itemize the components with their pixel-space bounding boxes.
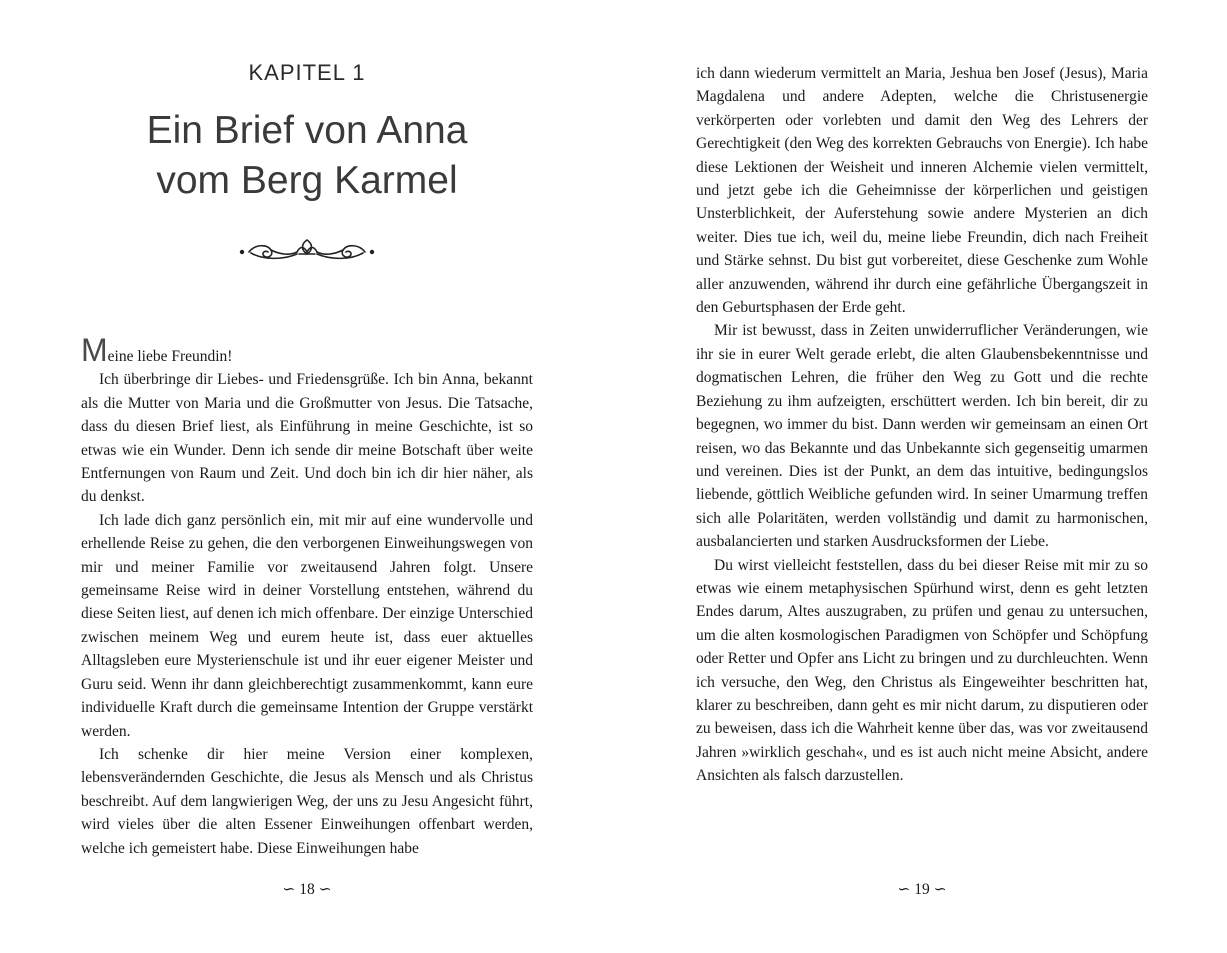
scroll-flourish-icon: [237, 232, 377, 266]
salutation: [81, 332, 533, 368]
chapter-title-line-1: Ein Brief von Anna: [146, 109, 468, 152]
page-number: ∽ 18 ∽: [282, 881, 332, 898]
paragraph: Ich überbringe dir Liebes- und Friedensgrüße. Ich bin Anna, bekannt als die Mutter von Maria und die Großmutter von Jesus. Die Tatsache, dass du diesen Brief liest, als Einführung in meine Geschichte, ist so etwas wie ein Wunder. Denn ich sende dir meine Botschaft über weite Entfernungen von Raum und Zeit. Und doch bin ich dir hier näher, als du denkst.: [81, 371, 533, 506]
left-body-text: [81, 332, 533, 860]
chapter-title-line-2: vom Berg Karmel: [156, 159, 458, 202]
drop-cap: M: [81, 332, 108, 368]
paragraph: Du wirst vielleicht feststellen, dass du bei dieser Reise mit mir zu so etwas wie einem metaphysischen Spürhund wirst, denn es geht letzten Endes darum, Altes auszugraben, zu prüfen und genau zu untersuchen, um die alten kosmologischen Paradigmen von Schöpfer und Schöpfung oder Retter und Opfer ans Licht zu bringen und zu durchleuchten. Wenn ich versuche, den Weg, den Christus als Eingeweihter beschritten hat, klarer zu beschreiben, dann geht es mir nicht darum, zu disputieren oder zu beweisen, dass ich die Wahrheit kenne über das, was vor zweitausend Jahren »wirklich geschah«, und es ist auch nicht meine Absicht, andere Ansichten als falsch darzustellen.: [696, 556, 1148, 785]
right-body-text: [696, 62, 1148, 788]
paragraph-continuation: ich dann wiederum vermittelt an Maria, Jeshua ben Josef (Jesus), Maria Magdalena und andere Adepten, welche die Christusenergie verkörperten oder vorlebten und damit den Weg des Lehrers der Gerechtigkeit (den Weg des korrekten Gebrauchs von Energie). Ich habe diese Lektionen der Weisheit und inneren Alchemie vielen vermittelt, und jetzt gebe ich die Geheimnisse der körperlichen und geistigen Unsterblichkeit, der Auferstehung sowie andere Mysterien an dich weiter. Dies tue ich, weil du, meine liebe Freundin, dich nach Freiheit und Stärke sehnst. Du bist gut vorbereitet, diese Geschenke zum Wohle aller anzuwenden, während ihr durch eine gefährliche Übergangszeit in den Geburtsphasen der Erde geht.: [696, 65, 1148, 317]
page-number: ∽ 19 ∽: [897, 881, 947, 898]
paragraph: Ich schenke dir hier meine Version einer komplexen, lebensverändernden Geschichte, die Jesus als Mensch und als Christus beschreibt. Auf dem langwierigen Weg, der uns zu Jesu Angesicht führt, wird vieles über die alten Essener Einweihungen offenbart werden, welche ich gemeistert habe. Diese Einweihungen habe: [81, 745, 533, 857]
paragraph: Ich lade dich ganz persönlich ein, mit mir auf eine wundervolle und erhellende Reise zu gehen, die den verborgenen Einweihungswegen von mir und meiner Familie vor zweitausend Jahren folgt. Unsere gemeinsame Reise wird in deiner Vorstellung entstehen, während du diese Seiten liest, auf denen ich mich offenbare. Der einzige Unterschied zwischen meinem Weg und eurem heute ist, dass euer aktuelles Alltagsleben eure Mysterienschule ist und ihr euer eigener Meister und Guru seid. Wenn ihr dann gleichberechtigt zusammenkommt, kann eure individuelle Kraft durch die gemeinsame Intention der Gruppe verstärkt werden.: [81, 511, 533, 740]
chapter-label: KAPITEL 1: [248, 60, 366, 85]
left-page: [81, 0, 533, 953]
salutation-text: eine liebe Freundin!: [107, 348, 233, 365]
paragraph: Mir ist bewusst, dass in Zeiten unwiderruflicher Veränderungen, wie ihr sie in eurer Welt gerade erlebt, die alten Glaubensbekenntnisse und dogmatischen Lehren, die früher den Weg zu Gott und die rechte Beziehung zu ihm aufzeigten, erschüttert werden. Ich bin bereit, dir zu begegnen, wo immer du bist. Dann werden wir gemeinsam an einen Ort reisen, wo das Bekannte und das Unbekannte sich gegenseitig umarmen und vereinen. Dies ist der Punkt, an dem das intuitive, bedingungslos liebende, göttlich Weibliche gefunden wird. In seiner Umarmung treffen sich alle Polaritäten, werden vollständig und damit zu harmonischen, ausbalancierten und starken Ausdrucksformen der Liebe.: [696, 322, 1148, 551]
chapter-title: [81, 106, 533, 206]
right-page: [696, 0, 1148, 953]
